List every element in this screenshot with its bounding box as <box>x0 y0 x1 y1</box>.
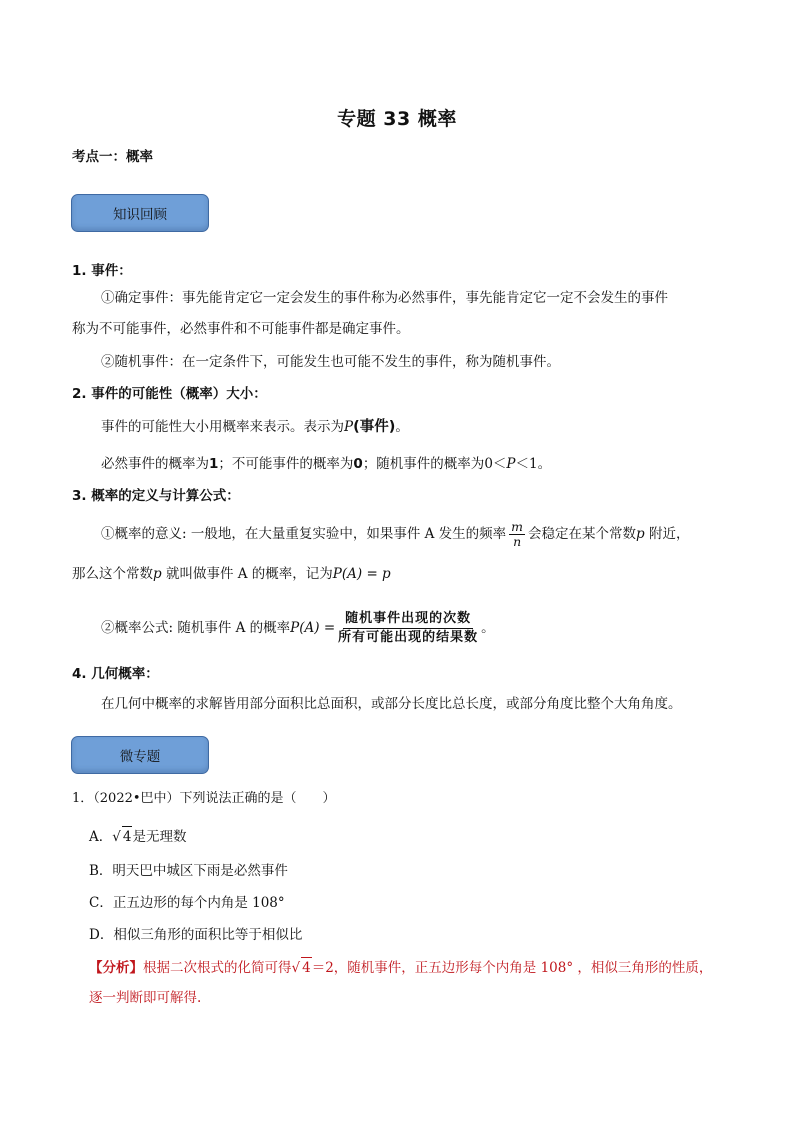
sec2-heading: 2. 事件的可能性（概率）大小： <box>72 386 267 402</box>
text: 那么这个常数 <box>72 566 153 582</box>
option-a: A．√ 4是无理数 <box>89 826 186 847</box>
fraction-numerator: 随机事件出现的次数 <box>343 610 473 629</box>
analysis-tag: 【分析】 <box>89 960 143 976</box>
option-c: C．正五边形的每个内角是 108° <box>89 895 285 911</box>
analysis-text: 根据二次根式的化简可得 <box>143 960 292 976</box>
option-text: 是无理数 <box>132 829 187 845</box>
sec1-line3: ②随机事件：在一定条件下，可能发生也可能不发生的事件，称为随机事件。 <box>101 354 560 370</box>
value-one: 1 <box>209 456 219 472</box>
radicand: 4 <box>122 826 133 847</box>
question-stem: 1．（2022•巴中）下列说法正确的是（ ） <box>72 791 336 806</box>
formula: P(A) = <box>290 620 336 636</box>
sec3-line2 <box>72 564 391 584</box>
text: 就叫做事件 A 的概率，记为 <box>161 566 333 582</box>
fraction-denominator: 所有可能出现的结果数 <box>338 630 479 645</box>
p-symbol: p <box>636 526 645 542</box>
value-zero: 0 <box>353 456 363 472</box>
p-symbol: P <box>344 419 354 435</box>
radicand: 4 <box>301 957 312 978</box>
event-paren: (事件) <box>353 419 396 435</box>
review-badge: 知识回顾 <box>71 194 209 232</box>
period: 。 <box>481 620 495 636</box>
text: 必然事件的概率为 <box>101 456 209 472</box>
analysis-line2: 逐一判断即可解得. <box>89 990 202 1006</box>
sec2-line1-text: 事件的可能性大小用概率来表示。表示为 <box>101 419 344 435</box>
sec3-heading: 3. 概率的定义与计算公式： <box>72 488 240 504</box>
range-end: ＜1。 <box>515 456 552 472</box>
sec4-heading: 4. 几何概率： <box>72 666 159 682</box>
section-label: 考点一：概率 <box>72 149 153 165</box>
p-symbol: p <box>153 566 162 582</box>
probability-fraction <box>338 610 478 647</box>
text: 附近， <box>644 526 690 542</box>
sec4-line1: 在几何中概率的求解皆用部分面积比总面积，或部分长度比总长度，或部分角度比整个大角角度。 <box>101 696 682 712</box>
fraction-numerator: m <box>511 519 524 534</box>
sec2-line2 <box>101 454 551 474</box>
text: ；不可能事件的概率为 <box>218 456 354 472</box>
analysis-line1: 【分析】根据二次根式的化简可得√ 4＝2，随机事件，正五边形每个内角是 108° ，相似三角形的性质， <box>89 957 712 978</box>
text: ；随机事件的概率为 <box>362 456 485 472</box>
sec1-line1: ①确定事件：事先能肯定它一定会发生的事件称为必然事件，事先能肯定它一定不会发生的事件 <box>101 290 668 306</box>
analysis-text: ＝2，随机事件，正五边形每个内角是 108° ，相似三角形的性质， <box>311 960 713 976</box>
period: 。 <box>395 419 409 435</box>
sec2-line1 <box>101 417 409 437</box>
option-letter: A． <box>89 829 113 845</box>
option-b: B．明天巴中城区下雨是必然事件 <box>89 863 288 879</box>
range-start: 0＜ <box>484 456 507 472</box>
fraction-denominator: n <box>513 534 522 549</box>
page-title: 专题 33 概率 <box>337 108 457 130</box>
text: 会稳定在某个常数 <box>528 526 637 542</box>
text: ②概率公式: 随机事件 A 的概率 <box>101 620 291 636</box>
micro-topic-badge: 微专题 <box>71 736 209 774</box>
frequency-fraction <box>509 520 525 549</box>
sec3-line1 <box>101 518 689 550</box>
sec3-line3 <box>101 608 495 648</box>
text: ①概率的意义: 一般地，在大量重复实验中，如果事件 A 发生的频率 <box>101 526 507 542</box>
sec1-line2: 称为不可能事件，必然事件和不可能事件都是确定事件。 <box>72 321 410 337</box>
option-d: D．相似三角形的面积比等于相似比 <box>89 927 303 943</box>
formula: P(A) = p <box>332 566 391 582</box>
sec1-heading: 1. 事件： <box>72 263 132 279</box>
p-symbol: P <box>506 456 516 472</box>
